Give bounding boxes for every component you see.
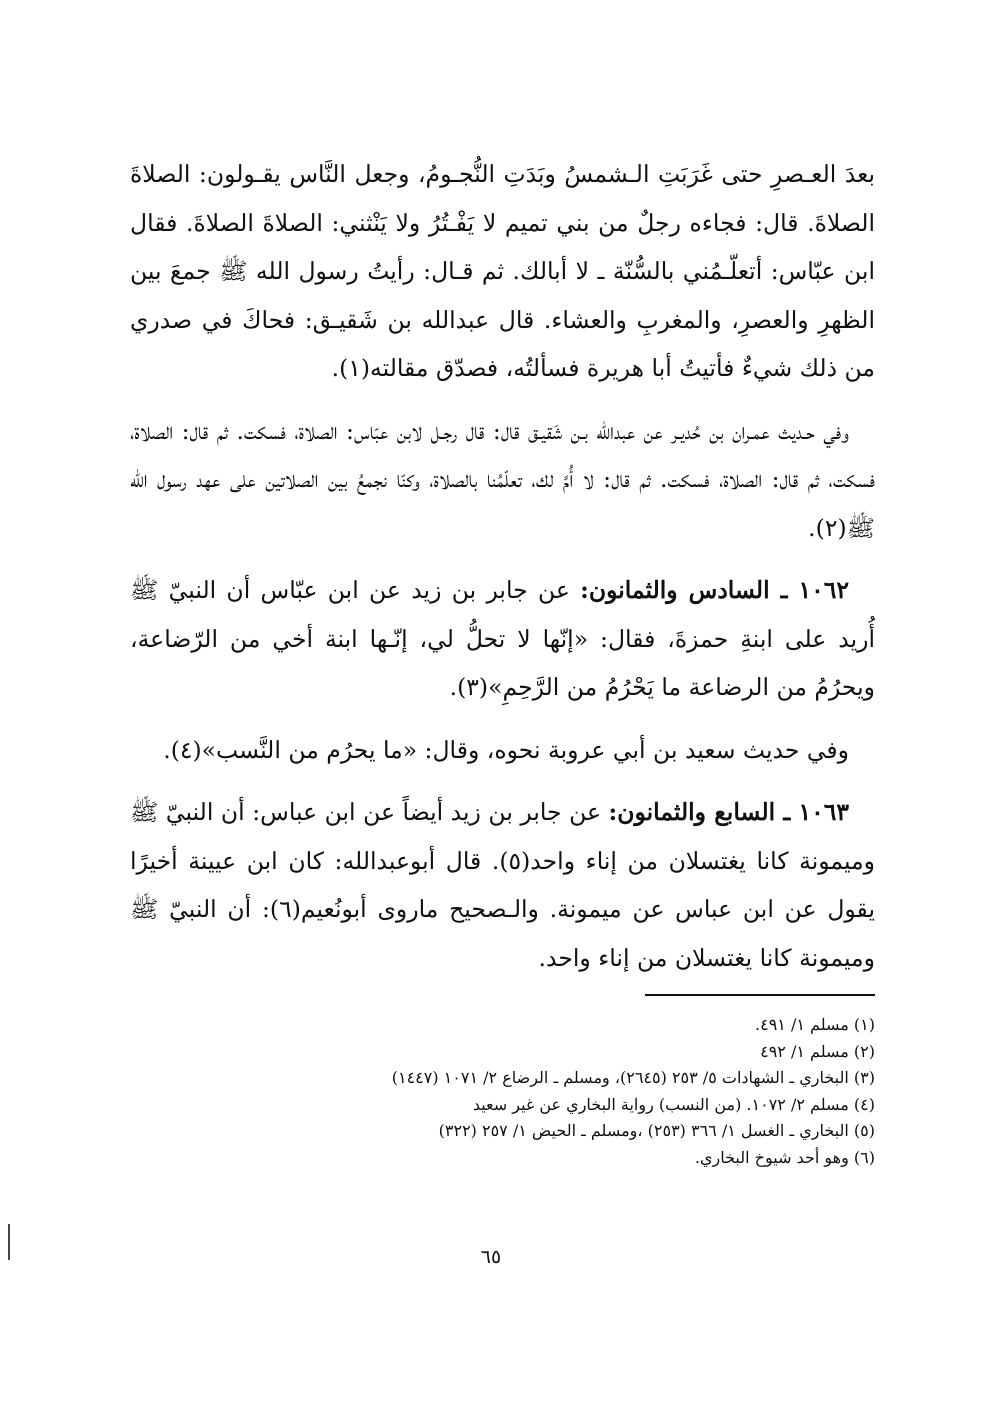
footnote: (١) مسلم ١/ ٤٩١. [755, 1015, 875, 1034]
footnote: (٥) البخاري ـ الغسل ١/ ٣٦٦ (٢٥٣) ،ومسلم ـ الحيض ١/ ٢٥٧ (٣٢٢) [438, 1121, 875, 1140]
hadith-number-heading: ١٠٦٣ ـ السابع والثمانون: [608, 798, 849, 826]
paragraph-text: بعدَ العـصرِ حتى غَرَبَتِ الـشمسُ وبَدَتِ النُّجـومُ، وجعل النَّاس يقـولون: الصلاةَ الصلاةَ. قال: فجاءه رجلٌ من بني تميم لا يَفْـتُرُ ولا يَنْثني: الصلاةَ الصلاةَ. فقال ابن عبّاس: أتعلّـمُني بالسُّنّة ـ لا أبالك. ثم قـال: رأيتُ رسول الله ﷺ جمعَ بين الظهرِ والعصرِ، والمغربِ والعشاء. قال عبدالله بن شَقيـق: فحاكَ في صدري من ذلك شيءٌ فأتيتُ أبا هريرة فسألتُه، فصدّق مقالته(١). [130, 160, 875, 382]
paragraph-2 [130, 407, 875, 553]
paragraph-hadith-1062 [130, 566, 875, 712]
paragraph-hadith-1063 [130, 788, 875, 982]
footnote: (٢) مسلم ١/ ٤٩٢ [760, 1041, 875, 1061]
paragraph-text: عن جابر بن زيد عن ابن عبّاس أن النبيّ ﷺ أُريد على ابنةِ حمزةَ، فقال: «إنّها لا تحلُّ لي، إنّـها ابنة أخي من الرّضاعة، ويحرُمُ من الرضاعة ما يَحْرُمُ من الرَّحِمِ»(٣). [130, 576, 875, 701]
paragraph-text: وفي حديث سعيد بن أبي عروبة نحوه، وقال: «ما يحرُم من النَّسب»(٤). [163, 735, 849, 764]
footnotes [200, 1012, 875, 1171]
paragraph-text: عن جابر بن زيد أيضاً عن ابن عباس: أن النبيّ ﷺ وميمونة كانا يغتسلان من إناء واحد(٥). قال أبوعبدالله: كان ابن عيينة أخيرًا يقول عن ابن عباس عن ميمونة. والـصحيح ماروى أبونُعيم(٦): أن النبيّ ﷺ وميمونة كانا يغتسلان من إناء واحد. [130, 798, 876, 972]
main-text-body [130, 150, 875, 996]
paragraph-4 [130, 726, 875, 775]
page-number: ٦٥ [480, 1246, 502, 1268]
paragraph-text: وفي حـديث عمـران بن حُديـر عن عبدالله بـن شَقيـق قال: قال رجـل لابن عبّاس: الصلاة، فسكت. ثم قال: الصلاة، فسكت، ثم قال: الصلاة، فسكت. ثم قال: لا أُمَّ لك، تعلّمُنا بالصلاة، وكنّا نجمعُ بين الصلاتين على عهد رسول الله ﷺ(٢). [130, 416, 875, 542]
scan-margin-mark [8, 1224, 10, 1260]
footnote: (٤) مسلم ٢/ ١٠٧٢. (من النسب) رواية البخاري عن غير سعيد [472, 1094, 875, 1114]
footnote: (٣) البخاري ـ الشهادات ٥/ ٢٥٣ (٢٦٤٥)، ومسلم ـ الرضاع ٢/ ١٠٧١ (١٤٤٧) [391, 1068, 875, 1087]
footnote-separator [645, 994, 875, 996]
hadith-number-heading: ١٠٦٢ ـ السادس والثمانون: [580, 576, 850, 604]
paragraph-1 [130, 150, 875, 393]
footnote: (٦) وهو أحد شيوخ البخاري. [694, 1147, 875, 1167]
